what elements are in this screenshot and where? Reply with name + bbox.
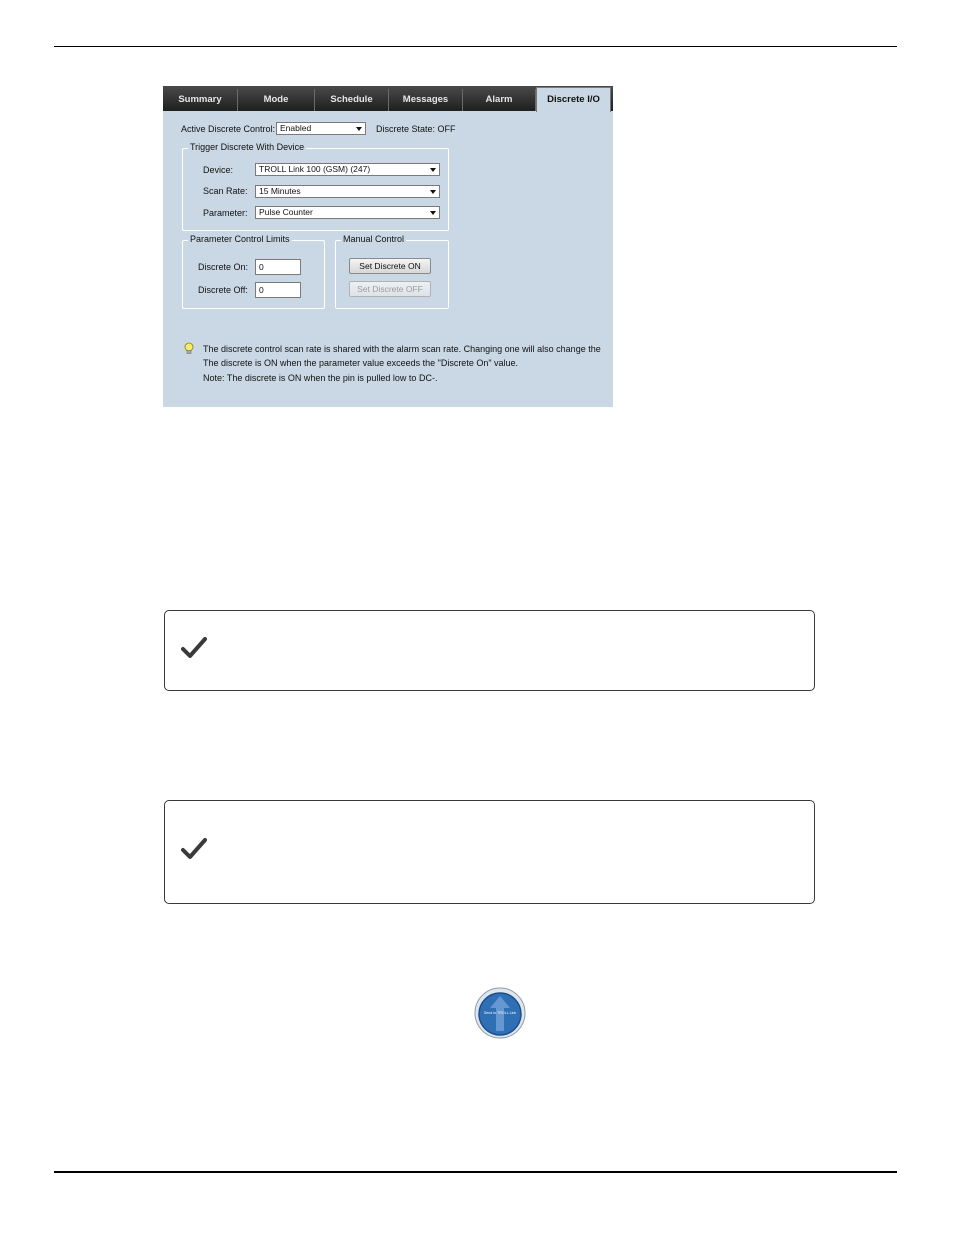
device-label: Device: [203,165,234,175]
parameter-select[interactable] [255,206,440,219]
scan-rate-label: Scan Rate: [203,186,248,196]
trigger-group-title: Trigger Discrete With Device [190,142,305,152]
discrete-on-label: Discrete On: [198,262,249,272]
tab-discrete-io[interactable]: Discrete I/O [536,87,611,112]
note-line-1: The discrete control scan rate is shared with the alarm scan rate. Changing one will also change the [203,344,601,354]
limits-group [182,234,325,309]
discrete-off-input[interactable]: 0 [255,282,301,298]
tab-messages[interactable]: Messages [389,89,463,111]
chevron-down-icon [430,211,436,215]
parameter-value: Pulse Counter [259,207,313,217]
footer-rule [54,1171,897,1173]
note-box-1 [164,610,815,691]
tab-summary[interactable]: Summary [163,89,238,111]
scan-rate-select[interactable] [255,185,440,198]
parameter-label: Parameter: [203,208,248,218]
chevron-down-icon [430,168,436,172]
trigger-group [182,142,449,231]
device-value: TROLL Link 100 (GSM) (247) [259,164,371,174]
lightbulb-icon [184,342,194,356]
manual-control-group [335,234,449,309]
note-line-3: Note: The discrete is ON when the pin is pulled low to DC-. [203,373,438,383]
device-select[interactable] [255,163,440,176]
active-control-value: Enabled [280,123,312,133]
tab-bar [163,86,613,111]
chevron-down-icon [356,127,362,131]
tab-mode[interactable]: Mode [238,89,315,111]
scan-rate-value: 15 Minutes [259,186,301,196]
active-control-select[interactable] [276,122,366,135]
discrete-on-input[interactable]: 0 [255,259,301,275]
note-box-2 [164,800,815,904]
tab-schedule[interactable]: Schedule [315,89,389,111]
checkmark-icon [181,837,207,861]
note-line-2: The discrete is ON when the parameter value exceeds the "Discrete On" value. [203,358,519,368]
send-to-device-round-button[interactable] [474,987,526,1039]
checkmark-icon [181,636,207,660]
discrete-off-label: Discrete Off: [198,285,248,295]
round-button-text: Send to TROLL Link [483,1011,517,1015]
set-discrete-off-button[interactable]: Set Discrete OFF [349,281,431,297]
manual-control-title: Manual Control [343,234,405,244]
tab-alarm[interactable]: Alarm [463,89,536,111]
chevron-down-icon [430,190,436,194]
header-rule [54,46,897,47]
discrete-state: Discrete State: OFF [376,124,456,134]
limits-group-title: Parameter Control Limits [190,234,290,244]
set-discrete-on-button[interactable]: Set Discrete ON [349,258,431,274]
active-control-label: Active Discrete Control: [181,124,276,134]
discrete-io-screenshot [163,86,613,407]
